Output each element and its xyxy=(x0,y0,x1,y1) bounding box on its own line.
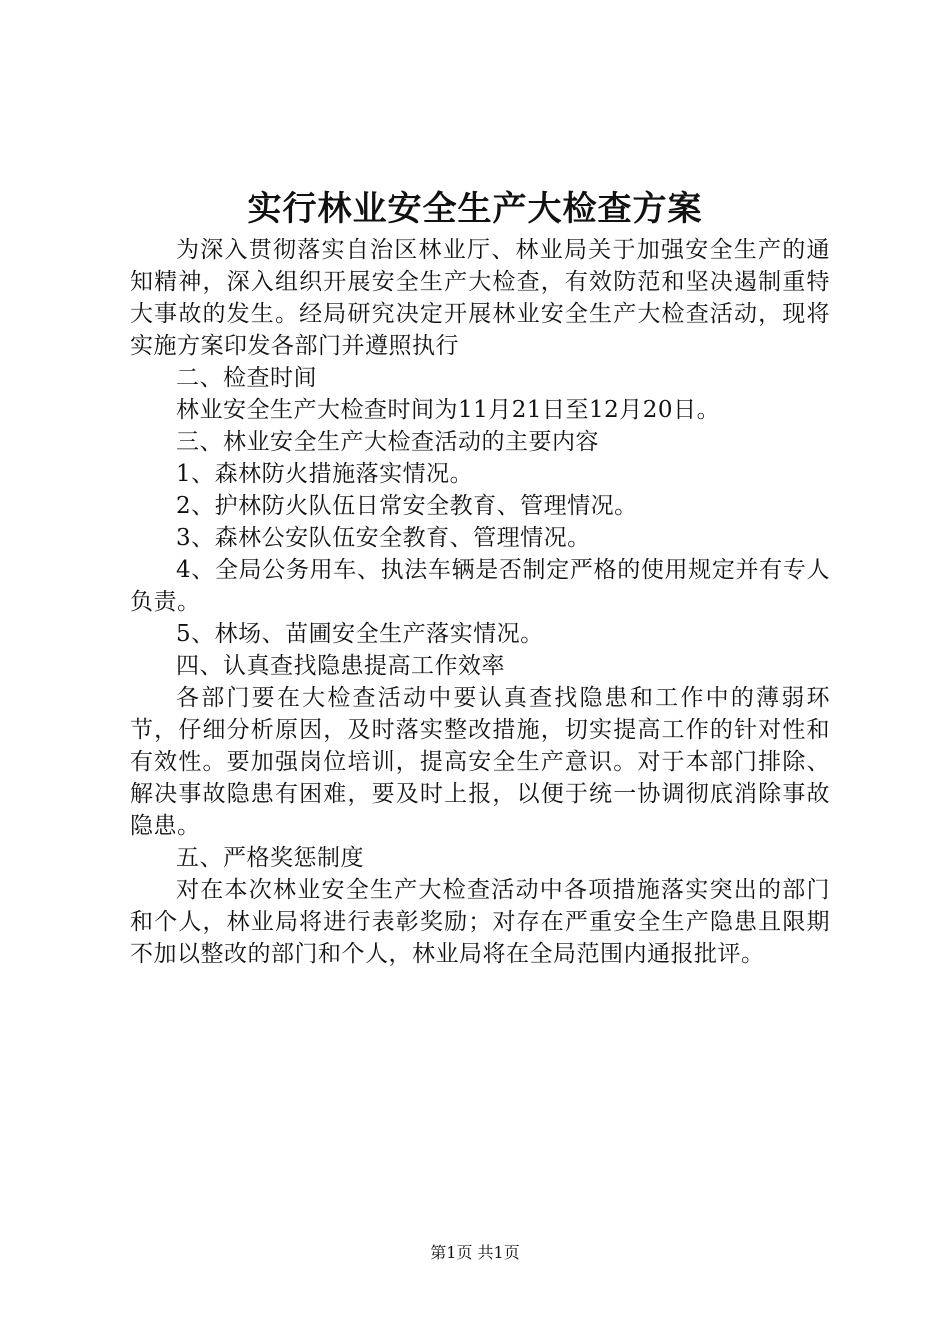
content-item-1: 1、森林防火措施落实情况。 xyxy=(176,461,474,487)
document-body xyxy=(130,234,830,970)
content-item-3: 3、森林公安队伍安全教育、管理情况。 xyxy=(176,525,591,551)
section-heading-content: 三、林业安全生产大检查活动的主要内容 xyxy=(176,429,599,455)
document-title: 实行林业安全生产大检查方案 xyxy=(247,189,703,229)
time-paragraph: 林业安全生产大检查时间为11月21日至12月20日。 xyxy=(176,397,721,423)
hazards-paragraph: 各部门要在大检查活动中要认真查找隐患和工作中的薄弱环节，仔细分析原因，及时落实整改措施，切实提高工作的针对性和有效性。要加强岗位培训，提高安全生产意识。对于本部门排除、解决事故隐患有困难，要及时上报，以便于统一协调彻底消除事故隐患。 xyxy=(130,685,830,839)
content-item-5: 5、林场、苗圃安全生产落实情况。 xyxy=(176,621,544,647)
intro-paragraph: 为深入贯彻落实自治区林业厅、林业局关于加强安全生产的通知精神，深入组织开展安全生产大检查，有效防范和坚决遏制重特大事故的发生。经局研究决定开展林业安全生产大检查活动，现将实施方案印发各部门并遵照执行 xyxy=(130,237,830,359)
page-footer: 第1页 共1页 xyxy=(430,1243,520,1262)
rewards-paragraph: 对在本次林业安全生产大检查活动中各项措施落实突出的部门和个人，林业局将进行表彰奖励；对存在严重安全生产隐患且限期不加以整改的部门和个人，林业局将在全局范围内通报批评。 xyxy=(130,877,830,967)
section-heading-hazards: 四、认真查找隐患提高工作效率 xyxy=(176,653,505,679)
section-heading-time: 二、检查时间 xyxy=(176,365,317,391)
section-heading-rewards: 五、严格奖惩制度 xyxy=(176,845,364,871)
content-item-2: 2、护林防火队伍日常安全教育、管理情况。 xyxy=(176,493,638,519)
content-item-4: 4、全局公务用车、执法车辆是否制定严格的使用规定并有专人负责。 xyxy=(130,557,830,615)
